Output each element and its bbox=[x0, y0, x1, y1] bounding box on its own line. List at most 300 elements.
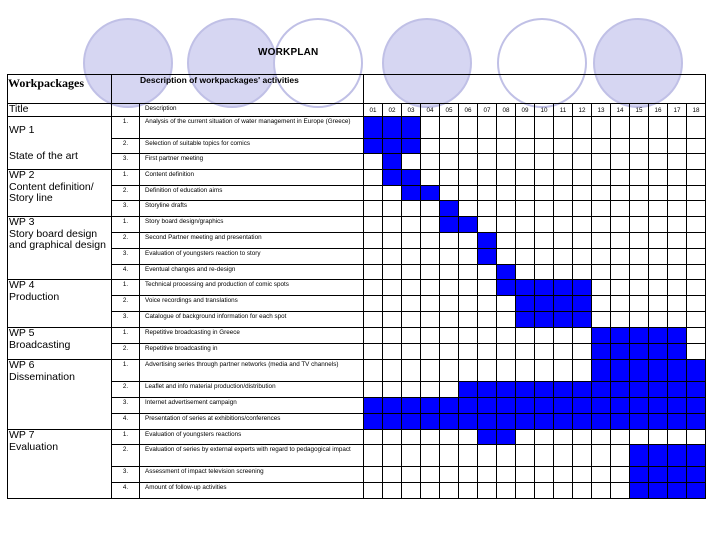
gantt-empty-cell bbox=[421, 139, 440, 154]
workpackage-title: Dissemination bbox=[9, 370, 75, 383]
gantt-empty-cell bbox=[630, 233, 649, 249]
gantt-empty-cell bbox=[649, 117, 668, 139]
activity-number: 1. bbox=[112, 280, 140, 296]
gantt-empty-cell bbox=[421, 296, 440, 312]
gantt-bar-cell bbox=[649, 328, 668, 344]
gantt-empty-cell bbox=[383, 201, 402, 217]
month-header: 14 bbox=[611, 104, 630, 117]
gantt-bar-cell bbox=[611, 360, 630, 382]
activity-description: Evaluation of youngsters reactions bbox=[140, 430, 364, 445]
gantt-empty-cell bbox=[421, 483, 440, 499]
gantt-bar-cell bbox=[497, 398, 516, 414]
gantt-bar-cell bbox=[402, 170, 421, 186]
gantt-empty-cell bbox=[497, 139, 516, 154]
gantt-bar-cell bbox=[554, 312, 573, 328]
gantt-empty-cell bbox=[592, 467, 611, 483]
gantt-empty-cell bbox=[668, 296, 687, 312]
month-header: 12 bbox=[573, 104, 592, 117]
gantt-empty-cell bbox=[573, 139, 592, 154]
activity-number: 4. bbox=[112, 414, 140, 430]
gantt-empty-cell bbox=[630, 296, 649, 312]
gantt-empty-cell bbox=[478, 117, 497, 139]
gantt-empty-cell bbox=[516, 445, 535, 467]
gantt-bar-cell bbox=[649, 414, 668, 430]
gantt-empty-cell bbox=[554, 217, 573, 233]
gantt-bar-cell bbox=[649, 360, 668, 382]
gantt-empty-cell bbox=[497, 344, 516, 360]
gantt-empty-cell bbox=[364, 328, 383, 344]
gantt-empty-cell bbox=[383, 280, 402, 296]
gantt-empty-cell bbox=[364, 382, 383, 398]
gantt-empty-cell bbox=[497, 312, 516, 328]
gantt-empty-cell bbox=[459, 328, 478, 344]
gantt-bar-cell bbox=[687, 360, 706, 382]
month-header: 04 bbox=[421, 104, 440, 117]
gantt-empty-cell bbox=[402, 233, 421, 249]
gantt-empty-cell bbox=[459, 139, 478, 154]
activity-description: Content definition bbox=[140, 170, 364, 186]
gantt-bar-cell bbox=[630, 328, 649, 344]
gantt-bar-cell bbox=[668, 328, 687, 344]
gantt-bar-cell bbox=[592, 398, 611, 414]
gantt-empty-cell bbox=[383, 249, 402, 265]
activity-description: Storyline drafts bbox=[140, 201, 364, 217]
activity-description: Repetitive broadcasting in bbox=[140, 344, 364, 360]
gantt-empty-cell bbox=[440, 360, 459, 382]
gantt-empty-cell bbox=[459, 483, 478, 499]
gantt-bar-cell bbox=[554, 382, 573, 398]
month-header: 09 bbox=[516, 104, 535, 117]
gantt-empty-cell bbox=[630, 201, 649, 217]
workpackages-header: Workpackages bbox=[8, 75, 112, 104]
gantt-empty-cell bbox=[364, 445, 383, 467]
activity-row bbox=[8, 201, 706, 217]
activity-row bbox=[8, 249, 706, 265]
activities-header: Description of workpackages' activities bbox=[112, 75, 364, 104]
activity-row bbox=[8, 398, 706, 414]
gantt-empty-cell bbox=[611, 170, 630, 186]
activity-number: 1. bbox=[112, 217, 140, 233]
gantt-bar-cell bbox=[383, 139, 402, 154]
gantt-empty-cell bbox=[687, 154, 706, 170]
activity-row bbox=[8, 445, 706, 467]
gantt-empty-cell bbox=[592, 233, 611, 249]
gantt-bar-cell bbox=[630, 382, 649, 398]
gantt-empty-cell bbox=[611, 483, 630, 499]
activity-row bbox=[8, 344, 706, 360]
gantt-bar-cell bbox=[535, 312, 554, 328]
months-header-blank bbox=[364, 75, 706, 104]
gantt-bar-cell bbox=[478, 398, 497, 414]
gantt-empty-cell bbox=[687, 233, 706, 249]
gantt-empty-cell bbox=[459, 201, 478, 217]
gantt-empty-cell bbox=[668, 233, 687, 249]
activity-row bbox=[8, 483, 706, 499]
gantt-empty-cell bbox=[364, 467, 383, 483]
activity-number: 1. bbox=[112, 170, 140, 186]
gantt-empty-cell bbox=[402, 360, 421, 382]
gantt-bar-cell bbox=[402, 117, 421, 139]
activity-row bbox=[8, 360, 706, 382]
month-header: 16 bbox=[649, 104, 668, 117]
gantt-empty-cell bbox=[459, 360, 478, 382]
gantt-empty-cell bbox=[535, 201, 554, 217]
gantt-empty-cell bbox=[554, 483, 573, 499]
gantt-empty-cell bbox=[497, 328, 516, 344]
month-header: 02 bbox=[383, 104, 402, 117]
gantt-empty-cell bbox=[687, 312, 706, 328]
gantt-bar-cell bbox=[611, 398, 630, 414]
gantt-empty-cell bbox=[383, 296, 402, 312]
gantt-empty-cell bbox=[497, 296, 516, 312]
gantt-empty-cell bbox=[383, 233, 402, 249]
month-header: 10 bbox=[535, 104, 554, 117]
gantt-empty-cell bbox=[478, 170, 497, 186]
gantt-bar-cell bbox=[516, 414, 535, 430]
gantt-empty-cell bbox=[687, 328, 706, 344]
gantt-bar-cell bbox=[497, 430, 516, 445]
gantt-empty-cell bbox=[421, 445, 440, 467]
gantt-empty-cell bbox=[459, 430, 478, 445]
gantt-empty-cell bbox=[630, 430, 649, 445]
activity-description: Evaluation of youngsters reaction to story bbox=[140, 249, 364, 265]
workpackage-title: Story board design and graphical design bbox=[9, 227, 106, 251]
activity-row bbox=[8, 280, 706, 296]
activity-row bbox=[8, 467, 706, 483]
workpackage-cell bbox=[8, 170, 112, 217]
gantt-bar-cell bbox=[630, 445, 649, 467]
activity-row bbox=[8, 233, 706, 249]
gantt-empty-cell bbox=[516, 265, 535, 280]
gantt-empty-cell bbox=[554, 467, 573, 483]
gantt-empty-cell bbox=[516, 217, 535, 233]
gantt-empty-cell bbox=[668, 154, 687, 170]
gantt-empty-cell bbox=[554, 117, 573, 139]
gantt-empty-cell bbox=[611, 201, 630, 217]
gantt-empty-cell bbox=[497, 360, 516, 382]
gantt-empty-cell bbox=[402, 430, 421, 445]
workplan-table bbox=[7, 74, 706, 499]
gantt-bar-cell bbox=[592, 414, 611, 430]
activity-row bbox=[8, 296, 706, 312]
gantt-empty-cell bbox=[478, 445, 497, 467]
gantt-bar-cell bbox=[611, 344, 630, 360]
activity-description: Amount of follow-up activities bbox=[140, 483, 364, 499]
gantt-empty-cell bbox=[592, 312, 611, 328]
activity-number: 3. bbox=[112, 467, 140, 483]
gantt-empty-cell bbox=[478, 201, 497, 217]
gantt-empty-cell bbox=[459, 445, 478, 467]
gantt-bar-cell bbox=[630, 398, 649, 414]
activity-description: Internet advertisement campaign bbox=[140, 398, 364, 414]
gantt-empty-cell bbox=[535, 186, 554, 201]
gantt-empty-cell bbox=[535, 233, 554, 249]
gantt-empty-cell bbox=[383, 483, 402, 499]
gantt-bar-cell bbox=[459, 414, 478, 430]
gantt-empty-cell bbox=[573, 217, 592, 233]
gantt-empty-cell bbox=[364, 430, 383, 445]
gantt-empty-cell bbox=[440, 233, 459, 249]
gantt-empty-cell bbox=[478, 154, 497, 170]
gantt-bar-cell bbox=[478, 414, 497, 430]
gantt-empty-cell bbox=[516, 328, 535, 344]
gantt-empty-cell bbox=[668, 186, 687, 201]
activity-number: 3. bbox=[112, 398, 140, 414]
gantt-empty-cell bbox=[611, 186, 630, 201]
gantt-bar-cell bbox=[573, 382, 592, 398]
workpackage-cell bbox=[8, 360, 112, 430]
gantt-empty-cell bbox=[573, 467, 592, 483]
gantt-bar-cell bbox=[554, 296, 573, 312]
gantt-empty-cell bbox=[649, 154, 668, 170]
gantt-empty-cell bbox=[592, 201, 611, 217]
gantt-bar-cell bbox=[649, 467, 668, 483]
gantt-empty-cell bbox=[687, 265, 706, 280]
gantt-empty-cell bbox=[649, 249, 668, 265]
gantt-bar-cell bbox=[459, 398, 478, 414]
gantt-empty-cell bbox=[497, 483, 516, 499]
gantt-empty-cell bbox=[402, 382, 421, 398]
gantt-empty-cell bbox=[573, 483, 592, 499]
gantt-bar-cell bbox=[630, 344, 649, 360]
gantt-empty-cell bbox=[402, 328, 421, 344]
gantt-bar-cell bbox=[573, 280, 592, 296]
gantt-empty-cell bbox=[421, 360, 440, 382]
activity-description: Analysis of the current situation of water management in Europe (Greece) bbox=[140, 117, 364, 139]
gantt-empty-cell bbox=[649, 430, 668, 445]
gantt-bar-cell bbox=[592, 344, 611, 360]
month-header: 13 bbox=[592, 104, 611, 117]
gantt-empty-cell bbox=[440, 382, 459, 398]
activity-row bbox=[8, 170, 706, 186]
gantt-empty-cell bbox=[364, 280, 383, 296]
gantt-empty-cell bbox=[440, 154, 459, 170]
gantt-empty-cell bbox=[478, 186, 497, 201]
activity-row bbox=[8, 139, 706, 154]
gantt-empty-cell bbox=[364, 312, 383, 328]
gantt-empty-cell bbox=[687, 430, 706, 445]
gantt-empty-cell bbox=[630, 312, 649, 328]
gantt-bar-cell bbox=[687, 382, 706, 398]
gantt-empty-cell bbox=[478, 467, 497, 483]
gantt-bar-cell bbox=[535, 382, 554, 398]
activity-row bbox=[8, 414, 706, 430]
gantt-empty-cell bbox=[554, 360, 573, 382]
gantt-empty-cell bbox=[497, 201, 516, 217]
gantt-empty-cell bbox=[592, 280, 611, 296]
gantt-empty-cell bbox=[611, 296, 630, 312]
activity-description: Catalogue of background information for each spot bbox=[140, 312, 364, 328]
gantt-bar-cell bbox=[630, 414, 649, 430]
gantt-bar-cell bbox=[440, 398, 459, 414]
gantt-bar-cell bbox=[687, 398, 706, 414]
workpackage-label: WP 6 bbox=[9, 359, 35, 371]
gantt-empty-cell bbox=[440, 139, 459, 154]
gantt-empty-cell bbox=[421, 280, 440, 296]
gantt-empty-cell bbox=[383, 467, 402, 483]
workpackage-label: WP 4 bbox=[9, 279, 35, 291]
workpackage-title: Production bbox=[9, 290, 60, 303]
gantt-empty-cell bbox=[421, 249, 440, 265]
gantt-empty-cell bbox=[478, 217, 497, 233]
month-header: 11 bbox=[554, 104, 573, 117]
activity-number: 1. bbox=[112, 360, 140, 382]
gantt-empty-cell bbox=[402, 445, 421, 467]
gantt-empty-cell bbox=[440, 445, 459, 467]
activity-description: Story board design/graphics bbox=[140, 217, 364, 233]
gantt-bar-cell bbox=[687, 483, 706, 499]
gantt-empty-cell bbox=[497, 467, 516, 483]
workpackage-cell bbox=[8, 328, 112, 360]
header-row bbox=[8, 75, 706, 104]
workpackage-label: WP 7 bbox=[9, 429, 35, 441]
gantt-empty-cell bbox=[440, 328, 459, 344]
gantt-empty-cell bbox=[573, 430, 592, 445]
gantt-empty-cell bbox=[687, 280, 706, 296]
gantt-bar-cell bbox=[592, 360, 611, 382]
gantt-empty-cell bbox=[649, 186, 668, 201]
gantt-empty-cell bbox=[440, 117, 459, 139]
gantt-empty-cell bbox=[668, 280, 687, 296]
gantt-bar-cell bbox=[364, 117, 383, 139]
gantt-empty-cell bbox=[687, 170, 706, 186]
gantt-empty-cell bbox=[497, 233, 516, 249]
gantt-empty-cell bbox=[554, 430, 573, 445]
gantt-empty-cell bbox=[592, 430, 611, 445]
gantt-empty-cell bbox=[421, 344, 440, 360]
activity-number: 2. bbox=[112, 233, 140, 249]
gantt-empty-cell bbox=[630, 280, 649, 296]
gantt-empty-cell bbox=[364, 360, 383, 382]
gantt-empty-cell bbox=[421, 201, 440, 217]
gantt-bar-cell bbox=[402, 414, 421, 430]
gantt-empty-cell bbox=[516, 139, 535, 154]
gantt-empty-cell bbox=[516, 233, 535, 249]
gantt-bar-cell bbox=[421, 414, 440, 430]
gantt-empty-cell bbox=[687, 217, 706, 233]
gantt-empty-cell bbox=[611, 445, 630, 467]
gantt-empty-cell bbox=[630, 154, 649, 170]
activity-description: Evaluation of series by external experts with regard to pedagogical impact bbox=[140, 445, 364, 467]
gantt-empty-cell bbox=[516, 249, 535, 265]
workpackage-title: Broadcasting bbox=[9, 338, 71, 351]
gantt-bar-cell bbox=[402, 398, 421, 414]
gantt-bar-cell bbox=[402, 139, 421, 154]
workpackage-label: WP 2 bbox=[9, 169, 35, 181]
gantt-empty-cell bbox=[668, 217, 687, 233]
gantt-bar-cell bbox=[630, 467, 649, 483]
gantt-bar-cell bbox=[478, 249, 497, 265]
description-column-header: Description bbox=[140, 104, 364, 117]
gantt-empty-cell bbox=[516, 186, 535, 201]
gantt-empty-cell bbox=[402, 249, 421, 265]
activity-description: Second Partner meeting and presentation bbox=[140, 233, 364, 249]
gantt-bar-cell bbox=[554, 414, 573, 430]
gantt-empty-cell bbox=[611, 139, 630, 154]
gantt-empty-cell bbox=[554, 344, 573, 360]
gantt-empty-cell bbox=[535, 249, 554, 265]
gantt-empty-cell bbox=[535, 430, 554, 445]
activity-number: 2. bbox=[112, 344, 140, 360]
gantt-empty-cell bbox=[497, 154, 516, 170]
activity-number: 3. bbox=[112, 312, 140, 328]
gantt-empty-cell bbox=[554, 170, 573, 186]
gantt-empty-cell bbox=[364, 296, 383, 312]
gantt-empty-cell bbox=[497, 249, 516, 265]
gantt-empty-cell bbox=[364, 233, 383, 249]
gantt-empty-cell bbox=[402, 312, 421, 328]
gantt-empty-cell bbox=[649, 312, 668, 328]
gantt-empty-cell bbox=[592, 217, 611, 233]
month-header: 17 bbox=[668, 104, 687, 117]
gantt-empty-cell bbox=[516, 170, 535, 186]
gantt-empty-cell bbox=[478, 344, 497, 360]
workpackage-label: WP 1 bbox=[9, 124, 35, 136]
gantt-empty-cell bbox=[364, 249, 383, 265]
gantt-empty-cell bbox=[611, 217, 630, 233]
gantt-empty-cell bbox=[421, 312, 440, 328]
gantt-empty-cell bbox=[535, 154, 554, 170]
workpackage-title: State of the art bbox=[9, 149, 78, 162]
activity-description: Selection of suitable topics for comics bbox=[140, 139, 364, 154]
workpackage-title: Content definition/ Story line bbox=[9, 180, 94, 204]
gantt-bar-cell bbox=[478, 382, 497, 398]
gantt-bar-cell bbox=[383, 414, 402, 430]
gantt-empty-cell bbox=[402, 467, 421, 483]
gantt-bar-cell bbox=[573, 414, 592, 430]
gantt-empty-cell bbox=[592, 249, 611, 265]
gantt-bar-cell bbox=[611, 414, 630, 430]
gantt-bar-cell bbox=[402, 186, 421, 201]
gantt-bar-cell bbox=[649, 483, 668, 499]
gantt-bar-cell bbox=[440, 201, 459, 217]
gantt-empty-cell bbox=[364, 170, 383, 186]
gantt-empty-cell bbox=[573, 328, 592, 344]
gantt-bar-cell bbox=[440, 414, 459, 430]
gantt-empty-cell bbox=[440, 483, 459, 499]
gantt-empty-cell bbox=[516, 344, 535, 360]
gantt-empty-cell bbox=[497, 170, 516, 186]
workpackage-cell bbox=[8, 430, 112, 499]
gantt-empty-cell bbox=[554, 328, 573, 344]
gantt-empty-cell bbox=[611, 312, 630, 328]
activity-description: First partner meeting bbox=[140, 154, 364, 170]
gantt-empty-cell bbox=[554, 445, 573, 467]
gantt-empty-cell bbox=[535, 483, 554, 499]
gantt-empty-cell bbox=[440, 430, 459, 445]
gantt-empty-cell bbox=[402, 201, 421, 217]
gantt-empty-cell bbox=[364, 483, 383, 499]
gantt-empty-cell bbox=[535, 265, 554, 280]
gantt-bar-cell bbox=[497, 280, 516, 296]
gantt-bar-cell bbox=[687, 445, 706, 467]
gantt-empty-cell bbox=[649, 233, 668, 249]
gantt-empty-cell bbox=[459, 249, 478, 265]
activity-description: Definition of education aims bbox=[140, 186, 364, 201]
gantt-bar-cell bbox=[516, 312, 535, 328]
gantt-empty-cell bbox=[459, 312, 478, 328]
gantt-bar-cell bbox=[516, 398, 535, 414]
gantt-empty-cell bbox=[611, 117, 630, 139]
gantt-empty-cell bbox=[383, 445, 402, 467]
activity-description: Advertising series through partner networks (media and TV channels) bbox=[140, 360, 364, 382]
gantt-bar-cell bbox=[440, 217, 459, 233]
gantt-bar-cell bbox=[573, 398, 592, 414]
gantt-empty-cell bbox=[649, 170, 668, 186]
number-column-header bbox=[112, 104, 140, 117]
gantt-empty-cell bbox=[535, 139, 554, 154]
gantt-empty-cell bbox=[478, 483, 497, 499]
